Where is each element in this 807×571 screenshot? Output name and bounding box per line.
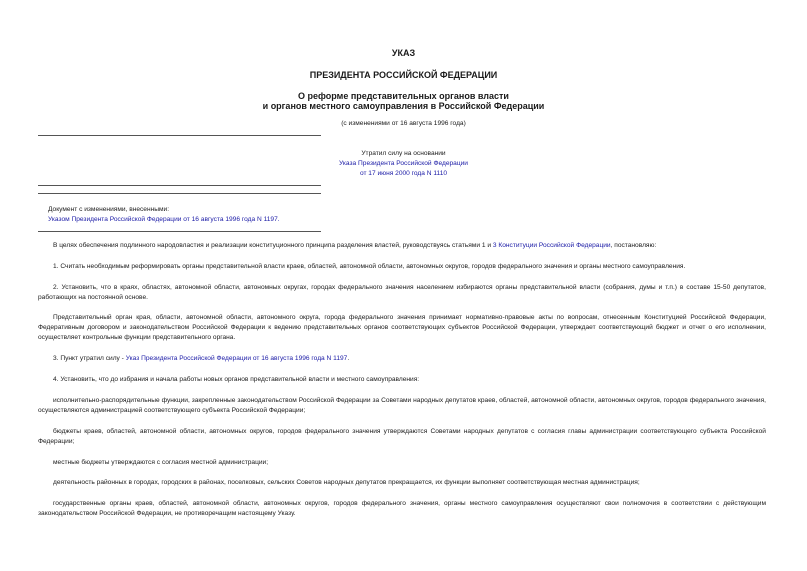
divider-line bbox=[38, 193, 321, 194]
item-3-end: . bbox=[347, 355, 350, 362]
preamble-text: В целях обеспечения подлинного народовластия и реализации конституционного принципа разделения властей, руководствуясь статьями 1 и bbox=[53, 242, 493, 249]
paragraph-item-3 bbox=[38, 354, 766, 364]
issuer-title: ПРЕЗИДЕНТА РОССИЙСКОЙ ФЕДЕРАЦИИ bbox=[309, 70, 498, 80]
paragraph-rep-body: Представительный орган края, области, автономной области, автономного округа, города федерального значения принимает нормативно-правовые акты по вопросам, отнесенным Конституцией Российской Федерации, Федеративным договором и законодательством Российской Федерации к ведению представительных органов соответствующих субъектов Российской Федерации, утверждает соответствующий бюджет и отчет о его исполнении, осуществляет контрольные функции представительного органа. bbox=[38, 314, 766, 342]
divider-line bbox=[38, 135, 321, 136]
void-note-label: Утратил силу на основании bbox=[361, 150, 446, 157]
paragraph-preamble bbox=[38, 241, 766, 251]
paragraph-item-1: 1. Считать необходимым реформировать органы представительной власти краев, областей, автономной области, автономных округов, городов федерального значения и органы местного самоуправления. bbox=[53, 263, 686, 270]
doc-subject-line1: О реформе представительных органов власти bbox=[298, 91, 509, 101]
changes-label: Документ с изменениями, внесенными: bbox=[48, 206, 170, 213]
divider-line bbox=[38, 185, 321, 186]
changes-decree-link[interactable]: Указом Президента Российской Федерации от 16 августа 1996 года N 1197. bbox=[48, 216, 280, 223]
paragraph-councils: деятельность районных в городах, городских в районах, поселковых, сельских Советов народных депутатов прекращается, их функции выполняет соответствующая местная администрация; bbox=[53, 479, 640, 486]
constitution-link[interactable]: 3 Конституции Российской Федерации bbox=[492, 242, 611, 249]
void-decree-link[interactable]: Указа Президента Российской Федерации bbox=[339, 160, 468, 167]
paragraph-executive-functions: исполнительно-распорядительные функции, закрепленные законодательством Российской Федерации за Советами народных депутатов краев, областей, автономной области, автономных округов, городов федерального значения, осуществляются администрацией соответствующего субъекта Российской Федерации; bbox=[38, 397, 766, 415]
paragraph-item-2: 2. Установить, что в краях, областях, автономной области, автономных округах, городах федерального значения населением избираются органы представительной власти (собрания, думы и т.п.) в составе 15-50 депутатов, работающих на постоянной основе. bbox=[38, 284, 766, 302]
void-decree-date-link[interactable]: от 17 июня 2000 года N 1110 bbox=[359, 170, 448, 177]
paragraph-local-budgets: местные бюджеты утверждаются с согласия местной администрации; bbox=[53, 459, 269, 466]
divider-line bbox=[38, 231, 321, 232]
paragraph-budgets: бюджеты краев, областей, автономной области, автономных округов, городов федерального значения утверждаются Советами народных депутатов с согласия главы администрации соответствующего субъекта Российской Федерации; bbox=[38, 428, 766, 446]
item-3-text: 3. Пункт утратил силу - bbox=[53, 355, 126, 362]
doc-subject-line2: и органов местного самоуправления в Российской Федерации bbox=[262, 101, 545, 111]
paragraph-state-bodies: государственные органы краев, областей, автономной области, автономных округов, городов федерального значения, органы местного самоуправления осуществляют свои полномочия в соответствии с действующим законодательством Российской Федерации, не противоречащим настоящему Указу. bbox=[38, 500, 766, 518]
amendment-note: (с изменениями от 16 августа 1996 года) bbox=[341, 120, 466, 127]
repeal-decree-link[interactable]: Указ Президента Российской Федерации от 16 августа 1996 года N 1197 bbox=[125, 355, 348, 362]
paragraph-item-4: 4. Установить, что до избрания и начала работы новых органов представительной власти и местного самоуправления: bbox=[53, 376, 420, 383]
preamble-end: , постановляю: bbox=[610, 242, 657, 249]
doc-type-title: УКАЗ bbox=[391, 48, 416, 58]
